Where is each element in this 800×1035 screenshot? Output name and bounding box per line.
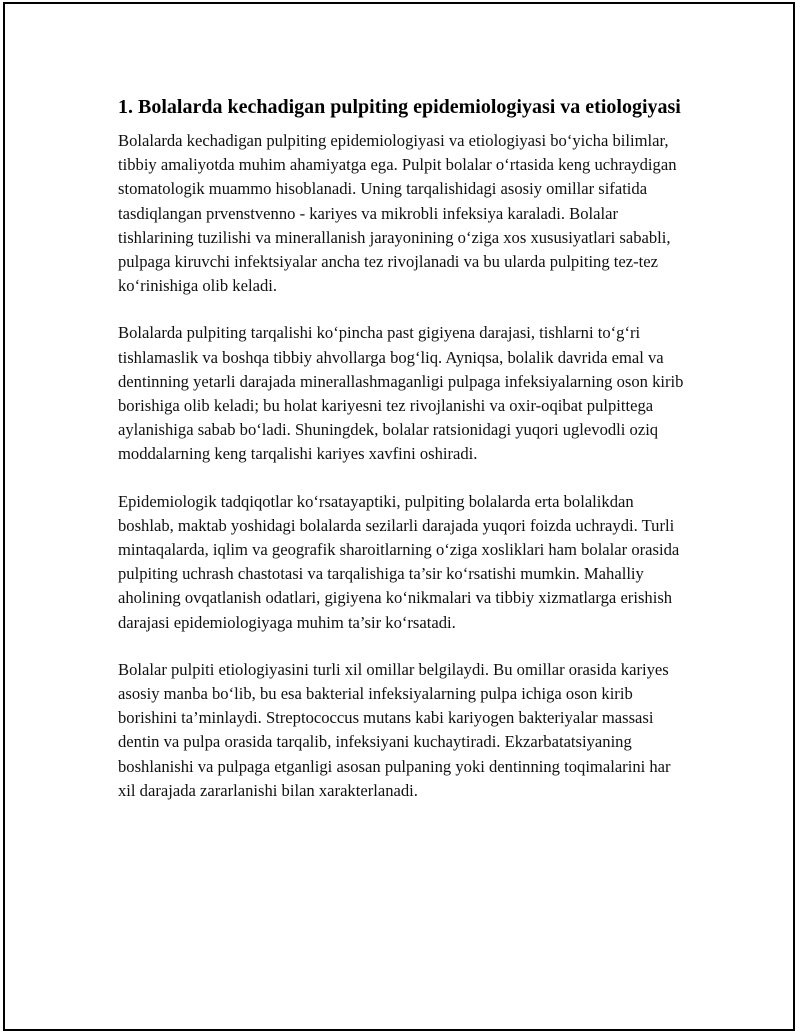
- paragraph-4: Bolalar pulpiti etiologiyasini turli xil omillar belgilaydi. Bu omillar orasida kariyes asosiy manba bo‘lib, bu esa bakterial infeksiyalarning pulpa ichiga oson kirib borishini ta’minlaydi. Streptococcus mutans kabi kariyogen bakteriyalar massasi dentin va pulpa orasida tarqalib, infeksiyani kuchaytiradi. Ekzarbatatsiyaning boshlanishi va pulpaga etganligi asosan pulpaning yoki dentinning toqimalarini har xil darajada zararlanishi bilan xarakterlanadi.: [118, 659, 671, 800]
- paragraph-3: Epidemiologik tadqiqotlar ko‘rsatayaptiki, pulpiting bolalarda erta bolalikdan boshlab, maktab yoshidagi bolalarda sezilarli darajada yuqori foizda uchraydi. Turli mintaqalarda, iqlim va geografik sharoitlarning o‘ziga xosliklari ham bolalar orasida pulpiting uchrash chastotasi va tarqalishiga ta’sir ko‘rsatishi mumkin. Mahalliy aholining ovqatlanish odatlari, gigiyena ko‘nikmalari va tibbiy xizmatlarga erishish darajasi epidemiologiyaga muhim ta’sir ko‘rsatadi.: [118, 491, 680, 632]
- paragraph-1: Bolalarda kechadigan pulpiting epidemiologiyasi va etiologiyasi bo‘yicha bilimlar, tibbiy amaliyotda muhim ahamiyatga ega. Pulpit bolalar o‘rtasida keng uchraydigan stomatologik muammo hisoblanadi. Uning tarqalishidagi asosiy omillar sifatida tasdiqlangan prvenstvenno - kariyes va mikrobli infeksiya karaladi. Bolalar tishlarining tuzilishi va minerallanish jarayonining o‘ziga xos xususiyatlari sababli, pulpaga kiruvchi infektsiyalar ancha tez rivojlanadi va bu ularda pulpiting tez-tez ko‘rinishiga olib keladi.: [118, 131, 677, 296]
- section-heading: 1. Bolalarda kechadigan pulpiting epidemiologiyasi va etiologiyasi: [118, 96, 681, 118]
- paragraph-2: Bolalarda pulpiting tarqalishi ko‘pincha past gigiyena darajasi, tishlarni to‘g‘ri tishlamaslik va boshqa tibbiy ahvollarga bog‘liq. Ayniqsa, bolalik davrida emal va dentinning yetarli darajada minerallashmaganligi pulpaga infeksiyalarning oson kirib borishiga olib keladi; bu holat kariyesni tez rivojlanishi va oxir-oqibat pulpittega aylanishiga sabab bo‘ladi. Shuningdek, bolalar ratsionidagi yuqori uglevodli oziq moddalarning keng tarqalishi kariyes xavfini oshiradi.: [118, 323, 684, 464]
- document-body: [118, 94, 688, 826]
